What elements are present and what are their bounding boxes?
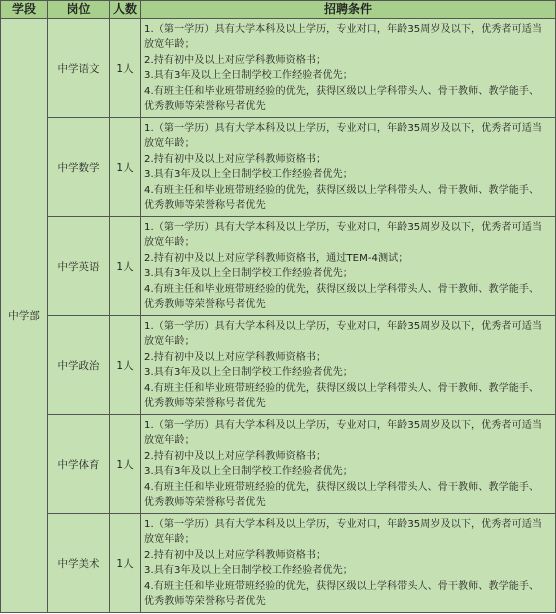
count-cell: 1人 [110,514,141,613]
header-position: 岗位 [48,1,110,19]
table-row [1,217,556,316]
conditions-cell [141,118,556,217]
condition-line: 4.有班主任和毕业班带班经验的优先，获得区级以上学科带头人、骨干教师、教学能手、优秀教师等荣誉称号者优先 [144,481,540,508]
position-cell: 中学政治 [48,316,110,415]
position-cell: 中学数学 [48,118,110,217]
conditions-cell [141,415,556,514]
condition-line: 2.持有初中及以上对应学科教师资格书； [144,351,327,363]
condition-line: 1.（第一学历）具有大学本科及以上学历，专业对口，年龄35周岁及以下，优秀者可适当放宽年龄； [144,419,542,446]
condition-line: 3.具有3年及以上全日制学校工作经验者优先； [144,169,353,180]
header-stage: 学段 [1,1,48,19]
conditions-cell [141,217,556,316]
header-row [1,1,556,19]
condition-line: 1.（第一学历）具有大学本科及以上学历，专业对口，年龄35周岁及以下，优秀者可适当放宽年龄； [144,23,542,50]
count-cell: 1人 [110,415,141,514]
condition-line: 2.持有初中及以上对应学科教师资格书； [144,54,327,66]
condition-line: 4.有班主任和毕业班带班经验的优先，获得区级以上学科带头人、骨干教师、教学能手、优秀教师等荣誉称号者优先 [144,382,540,409]
condition-line: 2.持有初中及以上对应学科教师资格书； [144,450,327,462]
count-cell: 1人 [110,217,141,316]
stage-cell: 中学部 [1,19,48,613]
table-row [1,316,556,415]
table-row [1,415,556,514]
condition-line: 3.具有3年及以上全日制学校工作经验者优先； [144,565,353,576]
condition-line: 2.持有初中及以上对应学科教师资格书，通过TEM-4测试； [144,252,409,264]
header-count: 人数 [110,1,141,19]
condition-line: 1.（第一学历）具有大学本科及以上学历，专业对口，年龄35周岁及以下，优秀者可适当放宽年龄； [144,518,542,545]
condition-line: 2.持有初中及以上对应学科教师资格书； [144,153,327,165]
condition-line: 3.具有3年及以上全日制学校工作经验者优先； [144,466,353,477]
count-cell: 1人 [110,316,141,415]
condition-line: 1.（第一学历）具有大学本科及以上学历，专业对口，年龄35周岁及以下，优秀者可适当放宽年龄； [144,122,542,149]
condition-line: 1.（第一学历）具有大学本科及以上学历，专业对口，年龄35周岁及以下，优秀者可适当放宽年龄； [144,320,542,347]
condition-line: 4.有班主任和毕业班带班经验的优先，获得区级以上学科带头人、骨干教师、教学能手、优秀教师等荣誉称号者优先 [144,184,540,211]
table-row [1,118,556,217]
position-cell: 中学英语 [48,217,110,316]
condition-line: 4.有班主任和毕业班带班经验的优先，获得区级以上学科带头人、骨干教师、教学能手、优秀教师等荣誉称号者优先 [144,580,540,607]
condition-line: 3.具有3年及以上全日制学校工作经验者优先； [144,268,353,279]
condition-line: 1.（第一学历）具有大学本科及以上学历，专业对口，年龄35周岁及以下，优秀者可适当放宽年龄； [144,221,542,248]
table-row [1,514,556,613]
count-cell: 1人 [110,118,141,217]
conditions-cell [141,316,556,415]
condition-line: 4.有班主任和毕业班带班经验的优先，获得区级以上学科带头人、骨干教师、教学能手、优秀教师等荣誉称号者优先 [144,283,540,310]
condition-line: 4.有班主任和毕业班带班经验的优先，获得区级以上学科带头人、骨干教师、教学能手、优秀教师等荣誉称号者优先 [144,85,540,112]
position-cell: 中学语文 [48,19,110,118]
position-cell: 中学美术 [48,514,110,613]
count-cell: 1人 [110,19,141,118]
condition-line: 2.持有初中及以上对应学科教师资格书； [144,549,327,561]
conditions-cell [141,514,556,613]
condition-line: 3.具有3年及以上全日制学校工作经验者优先； [144,367,353,378]
condition-line: 3.具有3年及以上全日制学校工作经验者优先； [144,70,353,81]
header-conditions: 招聘条件 [141,1,556,19]
conditions-cell [141,19,556,118]
position-cell: 中学体育 [48,415,110,514]
table-row [1,19,556,118]
